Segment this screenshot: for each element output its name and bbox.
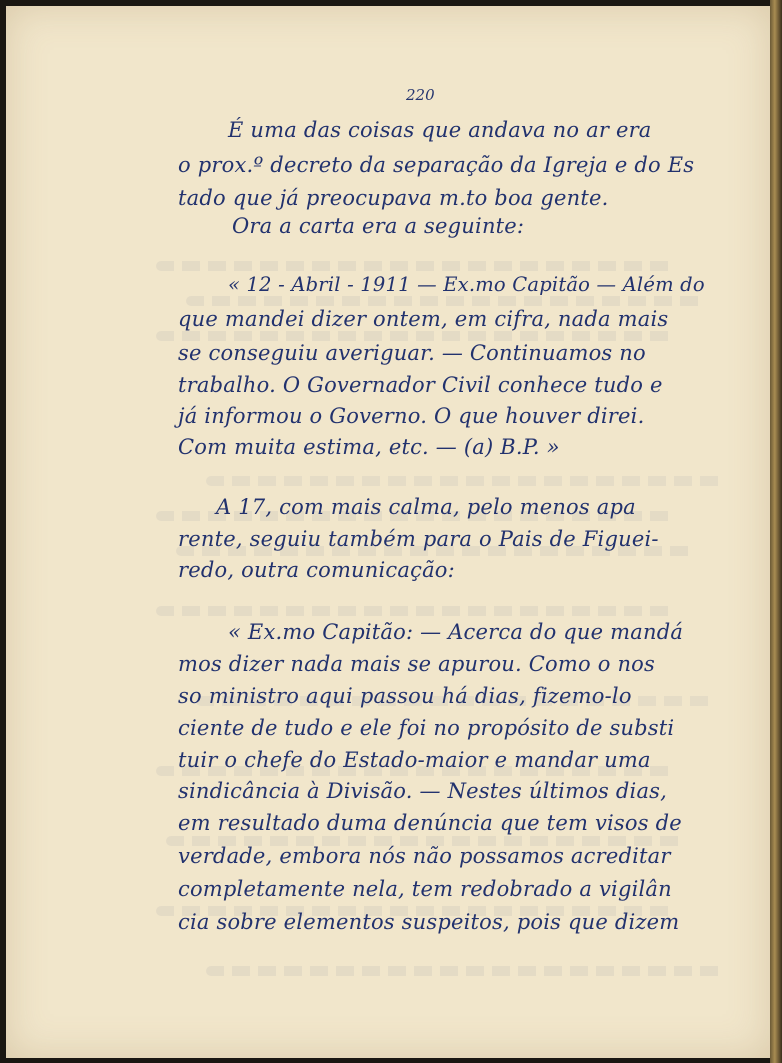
- text-line: verdade, embora nós não possamos acreditar: [178, 844, 671, 868]
- text-line: A 17, com mais calma, pelo menos apa: [216, 495, 636, 519]
- text-line: que mandei dizer ontem, em cifra, nada mais: [178, 307, 669, 331]
- text-line: ciente de tudo e ele foi no propósito de substi: [178, 716, 675, 740]
- text-line: tado que já preocupava m.to boa gente.: [178, 186, 609, 210]
- text-line: sindicância à Divisão. — Nestes últimos dias,: [178, 779, 668, 803]
- text-line: se conseguiu averiguar. — Continuamos no: [178, 341, 646, 365]
- text-line: so ministro aqui passou há dias, fizemo-lo: [178, 684, 632, 708]
- text-line: em resultado duma denúncia que tem visos de: [178, 811, 682, 835]
- text-line: tuir o chefe do Estado-maior e mandar uma: [178, 748, 651, 772]
- text-line: completamente nela, tem redobrado a vigilân: [178, 877, 672, 901]
- text-line: Ora a carta era a seguinte:: [232, 214, 525, 238]
- text-line: « Ex.mo Capitão: — Acerca do que mandá: [228, 620, 684, 644]
- text-line: mos dizer nada mais se apurou. Como o nos: [178, 652, 655, 676]
- text-line: o prox.º decreto da separação da Igreja e do Es: [178, 153, 695, 177]
- book-binding-edge: [770, 0, 782, 1063]
- page-number: 220: [406, 86, 435, 104]
- manuscript-page: [6, 6, 770, 1058]
- text-line: cia sobre elementos suspeitos, pois que dizem: [178, 910, 680, 934]
- text-line: Com muita estima, etc. — (a) B.P. »: [178, 435, 560, 459]
- text-line: rente, seguiu também para o Pais de Figuei-: [178, 527, 659, 551]
- text-line: « 12 - Abril - 1911 — Ex.mo Capitão — Além do: [228, 273, 705, 296]
- text-line: redo, outra comunicação:: [178, 558, 455, 582]
- text-line: É uma das coisas que andava no ar era: [228, 118, 652, 142]
- text-line: já informou o Governo. O que houver direi.: [178, 404, 645, 428]
- text-line: trabalho. O Governador Civil conhece tudo e: [178, 373, 663, 397]
